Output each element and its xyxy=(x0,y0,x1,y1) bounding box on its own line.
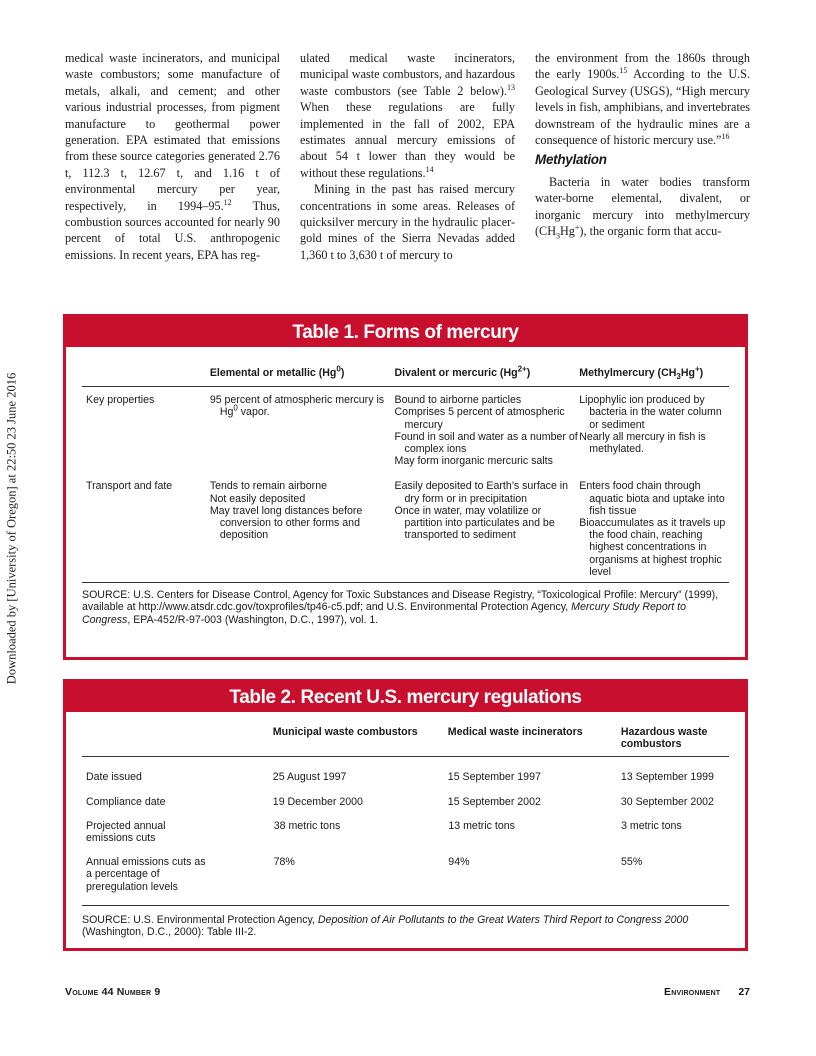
page-number: 27 xyxy=(738,986,750,998)
header-rule xyxy=(82,386,729,387)
table-cell: 19 December 2000 xyxy=(272,795,363,808)
table-cell xyxy=(210,480,395,578)
text-column-2 xyxy=(300,50,515,300)
page-footer xyxy=(65,986,750,998)
table-cell: 13 metric tons xyxy=(448,819,515,832)
text-column-3 xyxy=(535,50,750,300)
cell-line: May form inorganic mercuric salts xyxy=(394,455,553,468)
table-source-note: SOURCE: U.S. Centers for Disease Control, Agency for Toxic Substances and Disease Registry, “Toxicological Profile: Mercury” (1999), available at http://www.atsdr.cdc.gov/toxprofiles/tp46-c5.pdf; and U.S. Environmental Protection Agency, Mercury Study Report to Congress, EPA-452/R-97-003 (Washington, D.C., 1997), vol. 1. xyxy=(82,589,719,626)
table-header-row xyxy=(82,726,729,750)
journal-name: Environment xyxy=(664,986,721,998)
header-rule xyxy=(82,756,729,757)
header-cell-empty xyxy=(82,367,210,379)
body-text-columns xyxy=(65,50,750,300)
table-mercury-regulations xyxy=(63,679,748,951)
paragraph: ulated medical waste incinerators, municipal waste combustors, and hazardous waste combustors (see Table 2 below).$^{13}$ When these regulations are fully implemented in the fall of 2002, EPA estimates annual mercury emissions of about 54 t lower than they would be without these regulations.$^{14}$ xyxy=(300,51,515,180)
cell-line: Bioaccumulates as it travels up the food chain, reaching highest concentrations in organisms at highest trophic level xyxy=(579,517,726,578)
cell-line: Once in water, may volatilize or partition into particulates and be transported to sediment xyxy=(394,504,555,542)
table-title: Table 1. Forms of mercury xyxy=(66,317,745,347)
footer-rule xyxy=(82,582,729,583)
table-row xyxy=(82,480,729,578)
row-label: Date issued xyxy=(86,771,142,784)
cell-line: Found in soil and water as a number of complex ions xyxy=(394,430,578,456)
header-cell: Elemental or metallic (Hg$^0$) xyxy=(209,364,345,379)
header-cell: Municipal waste combustors xyxy=(272,726,418,738)
cell-line: 95 percent of atmospheric mercury is Hg$^0$ vapor. xyxy=(209,394,385,419)
table-source-note: SOURCE: U.S. Environmental Protection Agency, Deposition of Air Pollutants to the Great Waters Third Report to Congress 2000 (Washington, D.C., 2000): Table III-2. xyxy=(82,913,689,939)
table-cell: 25 August 1997 xyxy=(272,771,347,784)
paragraph: the environment from the 1860s through the early 1900s.$^{15}$ According to the U.S. Geological Survey (USGS), “High mercury levels in fish, amphibians, and invertebrates downstream of the hydraulic mines are a consequence of historic mercury use.”$^{16}$ xyxy=(535,51,750,148)
cell-line: Bound to airborne particles xyxy=(394,394,522,407)
cell-line: Enters food chain through aquatic biota and uptake into fish tissue xyxy=(579,480,725,517)
table-cell: 78% xyxy=(273,856,295,869)
table-cell xyxy=(579,480,729,578)
cell-line: Tends to remain airborne xyxy=(209,480,327,493)
table-cell: 55% xyxy=(621,856,643,869)
table-cell: 15 September 2002 xyxy=(447,795,541,808)
table-title: Table 2. Recent U.S. mercury regulations xyxy=(66,682,745,712)
cell-line: Nearly all mercury in fish is methylated. xyxy=(579,430,706,456)
table-cell: 38 metric tons xyxy=(273,819,341,832)
cell-line: Easily deposited to Earth’s surface in dry form or in precipitation xyxy=(394,480,569,505)
table-cell: 30 September 2002 xyxy=(620,795,714,808)
row-label: Key properties xyxy=(86,394,155,407)
paragraph: Mining in the past has raised mercury concentrations in some areas. Releases of quicksilver mercury in the hydraulic placer-gold mines of the Sierra Nevadas added 1,360 t to 3,630 t of mercury to xyxy=(300,182,515,262)
table-forms-of-mercury xyxy=(63,314,748,660)
header-cell: Methylmercury $(CH_3Hg^+)$ xyxy=(579,364,704,382)
section-heading: Methylation xyxy=(535,152,607,168)
table-header-row xyxy=(82,364,729,382)
row-label: Compliance date xyxy=(86,795,166,808)
header-cell: Hazardous waste combustors xyxy=(620,726,708,751)
footer-rule xyxy=(82,905,729,906)
cell-line: Not easily deposited xyxy=(209,492,306,505)
cell-line: Lipophylic ion produced by bacteria in the water column or sediment xyxy=(579,394,722,431)
text-column-1 xyxy=(65,50,280,300)
row-label: Transport and fate xyxy=(86,480,173,493)
table-cell: 13 September 1999 xyxy=(620,771,714,784)
paragraph: Bacteria in water bodies transform water-borne elemental, divalent, or inorganic mercury into methylmercury $(CH_3Hg^+)$, the organic form that accu- xyxy=(535,174,750,241)
table-row xyxy=(82,771,729,783)
table-cell: 15 September 1997 xyxy=(447,771,541,784)
header-cell: Medical waste incinerators xyxy=(447,726,583,738)
row-label: Projected annual emissions cuts xyxy=(86,819,166,845)
table-cell xyxy=(579,394,729,467)
table-cell xyxy=(210,394,395,467)
table-cell: 3 metric tons xyxy=(621,819,682,832)
issue-info: Volume 44 Number 9 xyxy=(65,986,161,998)
cell-line: Comprises 5 percent of atmospheric mercury xyxy=(394,406,565,431)
paragraph: medical waste incinerators, and municipal waste combustors; some manufacture of metals, alkali, and cement; and other various industrial processes, from pigment manufacture to geothermal power generation. EPA estimated that emissions from these source categories generated 2.76 t, 112.3 t, 12.67 t, and 1.16 t of environmental mercury per year, respectively, in 1994–95.12 Thus, combustion sources accounted for nearly 90 percent of total U.S. anthropogenic emissions. In recent years, EPA has reg- xyxy=(65,51,280,262)
table-row xyxy=(82,796,729,808)
table-row xyxy=(82,394,729,467)
header-cell-empty xyxy=(82,726,273,750)
row-label: Annual emissions cuts as a percentage of preregulation levels xyxy=(86,856,206,893)
table-cell xyxy=(395,394,580,467)
header-cell: Divalent or mercuric $(Hg^{2+})$ xyxy=(394,364,531,379)
table-row xyxy=(82,856,729,893)
download-watermark: Downloaded by [University of Oregon] at 22:50 23 June 2016 xyxy=(4,372,19,685)
table-row xyxy=(82,820,729,844)
footer-right xyxy=(646,986,750,998)
cell-line: May travel long distances before conversion to other forms and deposition xyxy=(209,504,363,542)
table-cell: 94% xyxy=(448,856,470,869)
table-cell xyxy=(395,480,580,578)
